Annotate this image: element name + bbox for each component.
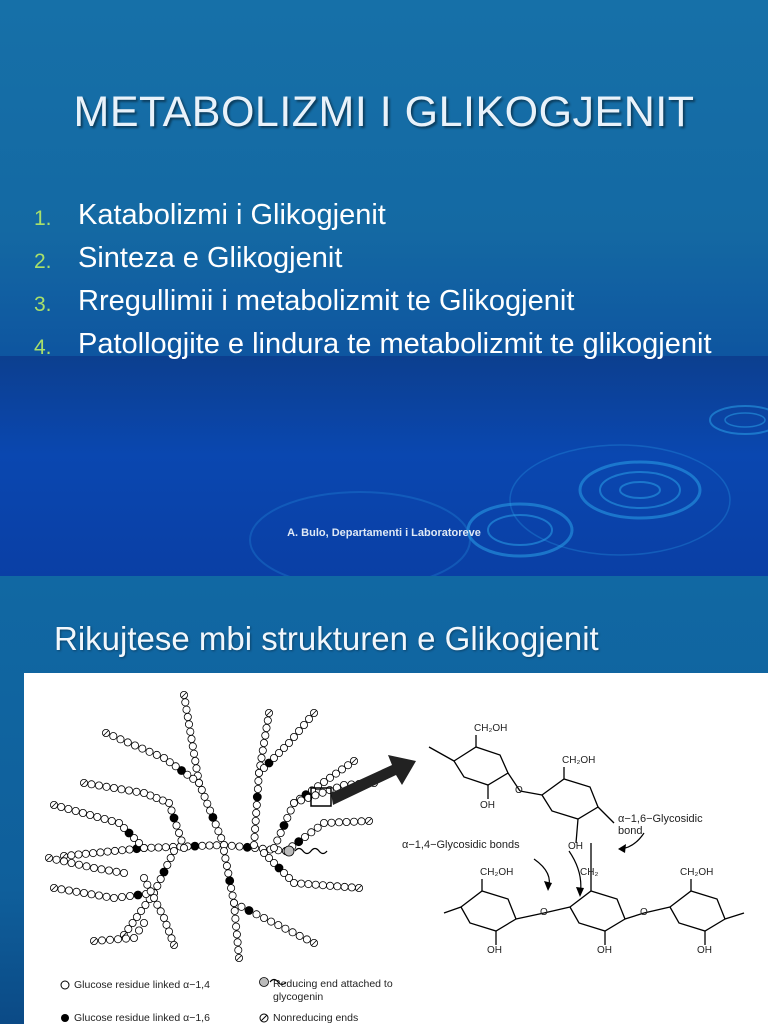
- glucose-14-residue: [113, 868, 120, 875]
- glucose-14-residue: [173, 822, 180, 829]
- glucose-14-residue: [115, 819, 122, 826]
- glucose-14-residue: [185, 721, 192, 728]
- glucose-14-residue: [190, 750, 197, 757]
- glucose-14-residue: [118, 786, 125, 793]
- glucose-14-residue: [320, 819, 327, 826]
- glucose-14-residue: [215, 828, 222, 835]
- glucose-14-residue: [328, 819, 335, 826]
- glucose-14-residue: [284, 814, 291, 821]
- glucose-14-residue: [282, 925, 289, 932]
- reducing-end: [284, 846, 294, 856]
- glucose-14-residue: [162, 844, 169, 851]
- glucose-14-residue: [82, 850, 89, 857]
- glucose-14-residue: [189, 743, 196, 750]
- glucose-14-residue: [290, 799, 297, 806]
- glucose-14-residue: [258, 754, 265, 761]
- list-item: [34, 323, 734, 366]
- ring-label: OH: [697, 945, 712, 956]
- glucose-14-residue: [122, 935, 129, 942]
- glucose-14-residue: [207, 807, 214, 814]
- glucose-14-residue: [254, 785, 261, 792]
- structure-slide: [0, 576, 768, 1024]
- legend-a14: Glucose residue linked α−1,4: [74, 979, 210, 991]
- glucose-14-residue: [94, 813, 101, 820]
- glucose-14-residue: [285, 739, 292, 746]
- ring-label: CH₂OH: [562, 755, 596, 766]
- glucose-14-residue: [308, 829, 315, 836]
- glucose-14-residue: [139, 745, 146, 752]
- ring-label: OH: [597, 945, 612, 956]
- glucose-14-residue: [75, 861, 82, 868]
- glucose-14-residue: [287, 807, 294, 814]
- glucose-14-residue: [298, 797, 305, 804]
- glucose-14-residue: [144, 881, 151, 888]
- glucose-14-residue: [88, 781, 95, 788]
- glucose-14-residue: [334, 883, 341, 890]
- glucose-14-residue: [88, 891, 95, 898]
- glucose-14-residue: [120, 869, 127, 876]
- glucose-14-residue: [150, 894, 157, 901]
- glucose-14-residue: [98, 866, 105, 873]
- glucose-14-residue: [95, 782, 102, 789]
- glucose-14-residue: [157, 908, 164, 915]
- glucose-14-residue: [140, 789, 147, 796]
- glucose-14-residue: [164, 861, 171, 868]
- glucose-14-residue: [341, 883, 348, 890]
- glucose-14-residue: [232, 915, 239, 922]
- glucose-14-residue: [154, 901, 161, 908]
- glucose-14-residue: [312, 792, 319, 799]
- glucose-14-residue: [188, 735, 195, 742]
- glucose-14-residue: [193, 765, 200, 772]
- list-number: 2.: [34, 250, 52, 273]
- glucose-14-residue: [75, 851, 82, 858]
- glycogen-figure: [24, 673, 768, 1024]
- topic-list: [34, 194, 734, 366]
- glucose-14-residue: [178, 837, 185, 844]
- glucose-14-residue: [110, 733, 117, 740]
- glucose-14-residue: [253, 911, 260, 918]
- glucose-14-residue: [160, 914, 167, 921]
- glucose-14-residue: [130, 934, 137, 941]
- glucose-14-residue: [213, 842, 220, 849]
- glucose-14-residue: [253, 809, 260, 816]
- glucose-14-residue: [80, 889, 87, 896]
- glucose-14-residue: [103, 783, 110, 790]
- glucose-14-residue: [250, 841, 257, 848]
- glucose-14-residue: [236, 843, 243, 850]
- glucose-14-residue: [140, 874, 147, 881]
- glycogenin-line: [295, 849, 327, 854]
- glucose-14-residue: [97, 849, 104, 856]
- glucose-14-residue: [126, 892, 133, 899]
- glucose-14-residue: [117, 736, 124, 743]
- glucose-14-residue: [68, 859, 75, 866]
- list-item: [34, 194, 734, 237]
- glucose-14-residue: [231, 907, 238, 914]
- legend-filled-circle: [61, 1014, 69, 1022]
- glucose-14-residue: [87, 811, 94, 818]
- glucose-14-residue: [154, 882, 161, 889]
- glucose-16-residue: [280, 822, 288, 830]
- glucose-14-residue: [175, 829, 182, 836]
- glucose-14-residue: [168, 807, 175, 814]
- glucose-14-residue: [319, 789, 326, 796]
- glucose-14-residue: [319, 882, 326, 889]
- slide-footer: A. Bulo, Departamenti i Laboratoreve: [287, 527, 481, 539]
- glucose-16-residue: [134, 891, 142, 899]
- bond-16-label: α−1,6−Glycosidic bond: [618, 813, 703, 837]
- glucose-14-residue: [125, 787, 132, 794]
- legend-nonreducing: Nonreducing ends: [273, 1012, 359, 1024]
- glucose-14-residue: [106, 936, 113, 943]
- glucose-14-residue: [277, 829, 284, 836]
- glucose-ring: [570, 891, 625, 931]
- slide-title: Rikujtese mbi strukturen e Glikogjenit: [54, 620, 599, 657]
- legend-reducing: Reducing end attached to glycogenin: [273, 978, 393, 1003]
- glucose-14-residue: [218, 835, 225, 842]
- glucose-14-residue: [268, 918, 275, 925]
- legend-a16: Glucose residue linked α−1,6: [74, 1012, 210, 1024]
- list-text: Sinteza e Glikogjenit: [78, 242, 343, 274]
- glucose-14-residue: [199, 842, 206, 849]
- glucose-14-residue: [233, 923, 240, 930]
- glucose-14-residue: [182, 699, 189, 706]
- glucose-14-residue: [350, 818, 357, 825]
- glucose-14-residue: [111, 847, 118, 854]
- glucose-14-residue: [147, 888, 154, 895]
- glucose-14-residue: [165, 928, 172, 935]
- glucose-14-residue: [262, 732, 269, 739]
- ring-label: CH₂OH: [480, 867, 514, 878]
- glucose-14-residue: [252, 817, 259, 824]
- glucose-14-residue: [119, 847, 126, 854]
- legend-reducing-end-symbol: [260, 978, 269, 987]
- glucose-14-residue: [229, 892, 236, 899]
- glucose-14-residue: [133, 788, 140, 795]
- glucose-14-residue: [260, 914, 267, 921]
- glucose-14-residue: [259, 747, 266, 754]
- list-text: Patollogjite e lindura te metabolizmit te glikogjenit: [78, 328, 712, 360]
- glucose-ring: [454, 747, 508, 785]
- list-number: 4.: [34, 336, 52, 359]
- ring-label: O: [540, 907, 548, 918]
- glucose-14-residue: [68, 852, 75, 859]
- glucose-14-residue: [260, 739, 267, 746]
- list-text: Rregullimii i metabolizmit te Glikogjenit: [78, 285, 575, 317]
- glucose-14-residue: [274, 837, 281, 844]
- glucose-14-residue: [314, 824, 321, 831]
- glucose-14-residue: [233, 931, 240, 938]
- glucose-14-residue: [222, 855, 229, 862]
- glucose-14-residue: [104, 848, 111, 855]
- list-text: Katabolizmi i Glikogjenit: [78, 199, 386, 231]
- glucose-14-residue: [90, 850, 97, 857]
- glucose-14-residue: [160, 754, 167, 761]
- glucose-14-residue: [290, 733, 297, 740]
- glucose-14-residue: [146, 748, 153, 755]
- glucose-14-residue: [53, 856, 60, 863]
- glucose-14-residue: [295, 727, 302, 734]
- glucose-14-residue: [187, 728, 194, 735]
- glucose-14-residue: [60, 858, 67, 865]
- glucose-14-residue: [131, 742, 138, 749]
- glucose-14-residue: [58, 803, 65, 810]
- glucose-14-residue: [155, 844, 162, 851]
- glucose-14-residue: [83, 863, 90, 870]
- glucose-14-residue: [298, 880, 305, 887]
- glucose-14-residue: [335, 819, 342, 826]
- glucose-14-residue: [126, 846, 133, 853]
- glucose-14-residue: [73, 888, 80, 895]
- ring-label: CH₂OH: [474, 723, 508, 734]
- glucose-14-residue: [228, 842, 235, 849]
- glucose-14-residue: [223, 862, 230, 869]
- list-item: [34, 280, 734, 323]
- glycogen-tree: [45, 691, 377, 961]
- glucose-14-residue: [201, 793, 208, 800]
- glucose-ring: [670, 891, 725, 931]
- glucose-16-residue: [245, 907, 253, 915]
- glucose-14-residue: [220, 847, 227, 854]
- glucose-14-residue: [230, 899, 237, 906]
- list-item: [34, 237, 734, 280]
- glucose-14-residue: [114, 936, 121, 943]
- zoom-arrow: [331, 755, 416, 805]
- ring-label: CH₂OH: [680, 867, 714, 878]
- glucose-14-residue: [296, 932, 303, 939]
- glucose-14-residue: [305, 881, 312, 888]
- ring-label: O: [515, 785, 523, 796]
- glucose-14-residue: [204, 800, 211, 807]
- glucose-14-residue: [98, 937, 105, 944]
- glycogen-diagram: [24, 673, 768, 1024]
- legend-open-circle: [61, 981, 69, 989]
- glucose-14-residue: [124, 739, 131, 746]
- glucose-14-residue: [289, 929, 296, 936]
- glucose-14-residue: [327, 882, 334, 889]
- glucose-14-residue: [153, 751, 160, 758]
- glucose-16-residue: [160, 868, 168, 876]
- glucose-16-residue: [253, 793, 261, 801]
- glucose-14-residue: [170, 847, 177, 854]
- glucose-14-residue: [228, 885, 235, 892]
- glucose-14-residue: [110, 784, 117, 791]
- slide-title: METABOLIZMI I GLIKOGJENIT: [73, 88, 695, 136]
- glucose-14-residue: [118, 893, 125, 900]
- glucose-14-residue: [300, 721, 307, 728]
- glucose-14-residue: [163, 921, 170, 928]
- glucose-14-residue: [95, 892, 102, 899]
- glucose-14-residue: [135, 927, 142, 934]
- glucose-14-residue: [290, 879, 297, 886]
- glucose-14-residue: [303, 936, 310, 943]
- glucose-14-residue: [79, 809, 86, 816]
- glucose-14-residue: [198, 786, 205, 793]
- glucose-14-residue: [238, 903, 245, 910]
- ring-label: OH: [487, 945, 502, 956]
- glucose-14-residue: [101, 815, 108, 822]
- glucose-14-residue: [343, 818, 350, 825]
- glucose-14-residue: [206, 842, 213, 849]
- glucose-14-residue: [251, 833, 258, 840]
- bond-14-label: α−1,4−Glycosidic bonds: [402, 839, 520, 851]
- glucose-14-residue: [184, 713, 191, 720]
- glucose-14-residue: [235, 947, 242, 954]
- glucose-14-residue: [58, 886, 65, 893]
- glucose-14-residue: [234, 939, 241, 946]
- glucose-14-residue: [348, 884, 355, 891]
- glucose-14-residue: [270, 844, 277, 851]
- glucose-14-residue: [148, 844, 155, 851]
- glucose-14-residue: [72, 807, 79, 814]
- glucose-14-residue: [358, 818, 365, 825]
- ring-label: CH₂: [580, 867, 599, 878]
- glucose-14-residue: [255, 777, 262, 784]
- glucose-14-residue: [140, 919, 147, 926]
- glucose-16-residue: [170, 814, 178, 822]
- glucose-16-residue: [226, 877, 234, 885]
- glucose-14-residue: [253, 801, 260, 808]
- glucose-14-residue: [90, 864, 97, 871]
- glucose-14-residue: [275, 922, 282, 929]
- ring-label: OH: [480, 800, 495, 811]
- glucose-14-residue: [301, 833, 308, 840]
- glucose-14-residue: [168, 935, 175, 942]
- glucose-14-residue: [103, 893, 110, 900]
- list-number: 1.: [34, 207, 52, 230]
- glucose-ring: [461, 891, 516, 931]
- glucose-14-residue: [183, 706, 190, 713]
- list-number: 3.: [34, 293, 52, 316]
- glucose-ring: [542, 779, 598, 819]
- glucose-14-residue: [263, 724, 270, 731]
- glucose-14-residue: [108, 817, 115, 824]
- glucose-14-residue: [312, 881, 319, 888]
- glucose-14-residue: [305, 715, 312, 722]
- ring-label: OH: [568, 841, 583, 852]
- ring-label: O: [640, 907, 648, 918]
- glucose-16-residue: [191, 842, 199, 850]
- glucose-14-residue: [105, 867, 112, 874]
- glucose-14-residue: [167, 854, 174, 861]
- glucose-14-residue: [252, 825, 259, 832]
- glucose-14-residue: [192, 757, 199, 764]
- glucose-14-residue: [180, 844, 187, 851]
- glucose-14-residue: [65, 805, 72, 812]
- glucose-16-residue: [209, 813, 217, 821]
- glucose-14-residue: [225, 870, 232, 877]
- glucose-14-residue: [65, 887, 72, 894]
- glucose-14-residue: [110, 894, 117, 901]
- glucose-14-residue: [264, 717, 271, 724]
- glucose-14-residue: [157, 875, 164, 882]
